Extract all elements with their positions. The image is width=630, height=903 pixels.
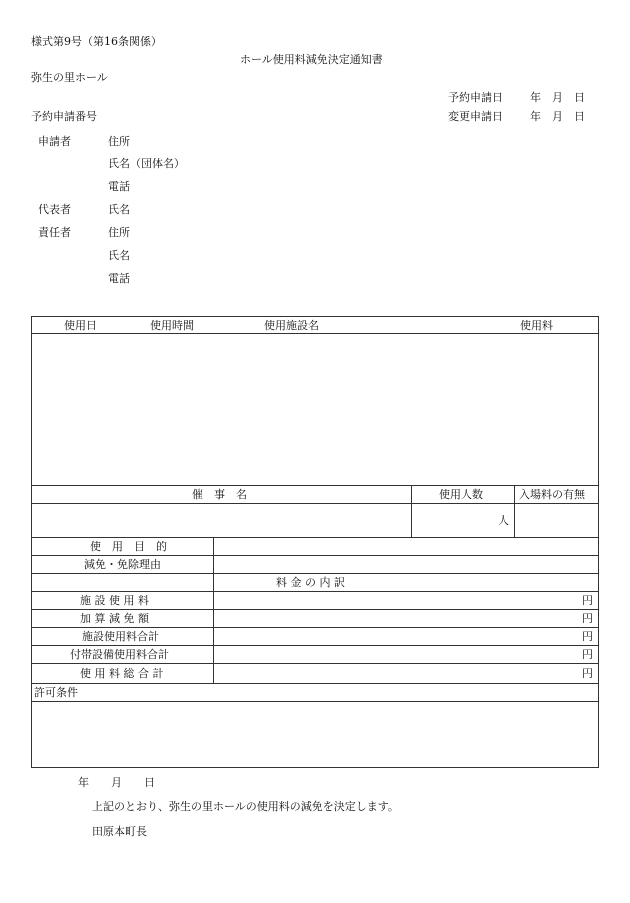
responsible-phone-label: 電話 (108, 272, 130, 285)
fee-row-label: 施 設 使 用 料 (80, 594, 149, 607)
applicant-phone-label: 電話 (108, 180, 130, 193)
purpose-label: 使 用 目 的 (90, 540, 167, 553)
usage-fee-header: 使用料 (520, 319, 553, 332)
document-title: ホール使用料減免決定通知書 (240, 53, 383, 66)
applicant-label: 申請者 (38, 135, 71, 148)
usage-date-header: 使用日 (64, 319, 97, 332)
row-divider (32, 627, 598, 628)
row-divider (32, 591, 598, 592)
fee-row-unit: 円 (582, 612, 593, 625)
row-divider (32, 645, 598, 646)
attendees-header: 使用人数 (439, 488, 483, 501)
row-divider (32, 573, 598, 574)
usage-table (31, 316, 599, 768)
fee-breakdown-label: 料 金 の 内 訳 (276, 576, 345, 589)
reservation-date-placeholder: 年 月 日 (530, 91, 585, 104)
responsible-address-label: 住所 (108, 226, 130, 239)
admission-header: 入場料の有無 (519, 488, 585, 501)
fee-row-unit: 円 (582, 630, 593, 643)
responsible-name-label: 氏名 (108, 249, 130, 262)
fee-row-label: 施設使用料合計 (82, 630, 159, 643)
fee-row-label: 加 算 減 免 額 (80, 612, 149, 625)
event-name-header: 催 事 名 (192, 488, 247, 501)
change-date-placeholder: 年 月 日 (530, 110, 585, 123)
row-divider (32, 701, 598, 702)
issuer: 田原本町長 (92, 825, 147, 838)
addressee: 弥生の里ホール (31, 71, 108, 84)
fee-row-unit: 円 (582, 667, 593, 680)
col-divider (213, 537, 214, 683)
row-divider (32, 555, 598, 556)
fee-row-label: 付帯設備使用料合計 (70, 648, 169, 661)
col-divider (411, 485, 412, 537)
reservation-date-label: 予約申請日 (448, 91, 503, 104)
applicant-name-label: 氏名（団体名） (108, 157, 185, 170)
applicant-address-label: 住所 (108, 135, 130, 148)
row-divider (32, 663, 598, 664)
representative-name-label: 氏名 (108, 203, 130, 216)
fee-row-unit: 円 (582, 648, 593, 661)
form-number: 様式第9号（第16条関係） (31, 35, 162, 48)
col-divider (514, 485, 515, 537)
usage-time-header: 使用時間 (150, 319, 194, 332)
reduction-reason-label: 減免・免除理由 (84, 558, 161, 571)
reservation-number-label: 予約申請番号 (31, 110, 97, 123)
fee-row-unit: 円 (582, 594, 593, 607)
responsible-label: 責任者 (38, 226, 71, 239)
representative-label: 代表者 (38, 203, 71, 216)
conditions-label: 許可条件 (34, 686, 78, 699)
change-date-label: 変更申請日 (448, 110, 503, 123)
decision-statement: 上記のとおり、弥生の里ホールの使用料の減免を決定します。 (92, 800, 399, 813)
facility-name-header: 使用施設名 (264, 319, 319, 332)
fee-row-label: 使 用 料 総 合 計 (80, 667, 164, 680)
attendees-unit: 人 (498, 514, 509, 527)
row-divider (32, 683, 598, 684)
row-divider (32, 333, 598, 334)
row-divider (32, 609, 598, 610)
row-divider (32, 537, 598, 538)
footer-date: 年 月 日 (78, 776, 155, 789)
